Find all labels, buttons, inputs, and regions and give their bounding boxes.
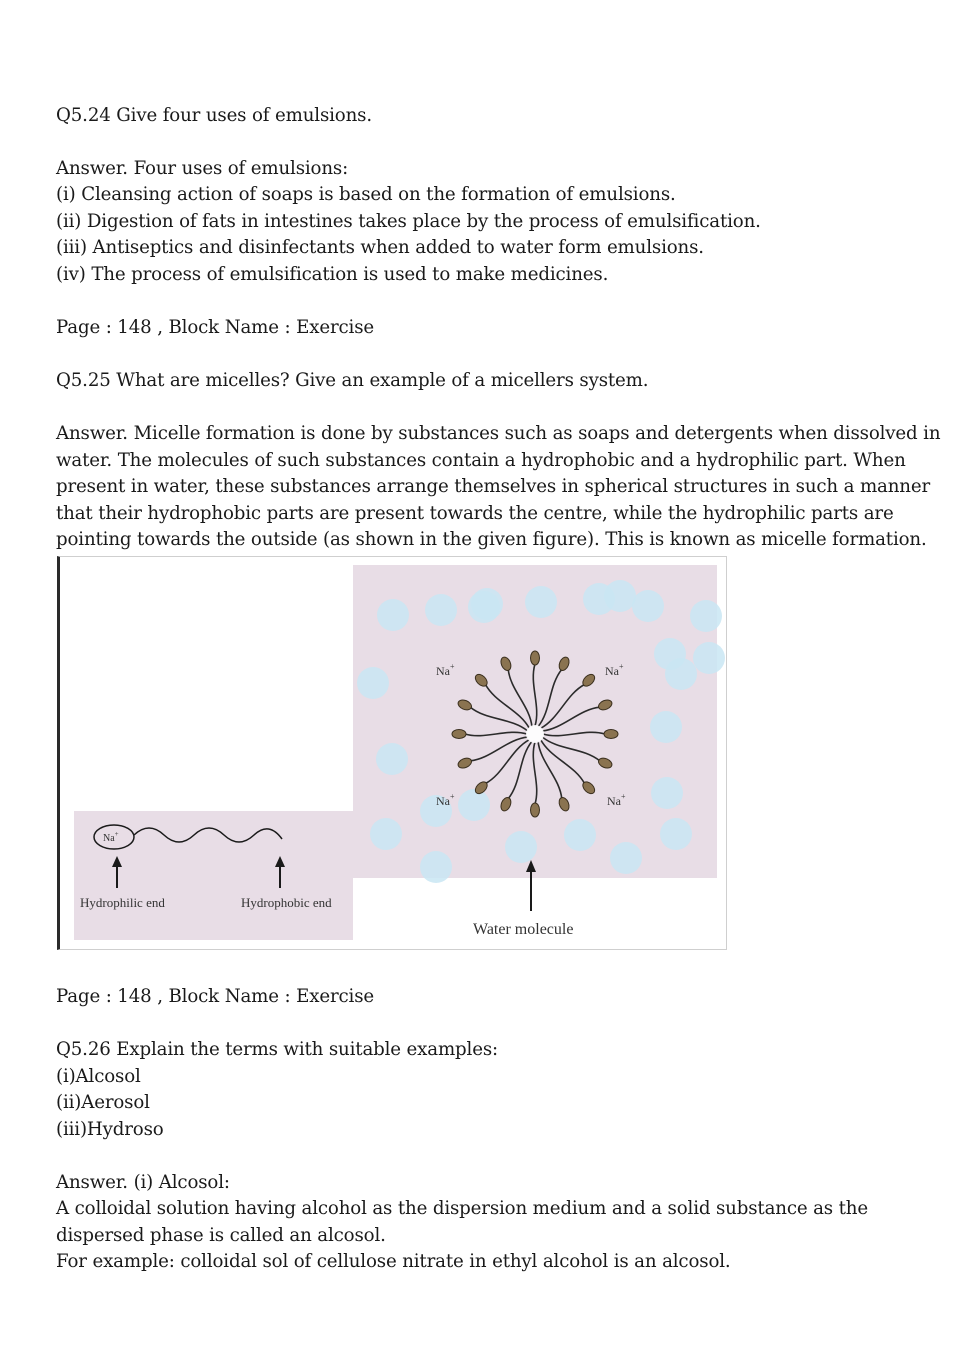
water-molecule (370, 818, 402, 850)
surfactant-head (531, 651, 540, 665)
water-molecule (525, 586, 557, 618)
answer-5-24-item: (i) Cleansing action of soaps is based on the formation of emulsions. (56, 184, 676, 205)
question-5-25: Q5.25 What are micelles? Give an example of a micellers system. (56, 370, 649, 391)
micelle-figure (57, 556, 727, 950)
answer-5-24-item: (ii) Digestion of fats in intestines takes place by the process of emulsification. (56, 211, 761, 232)
water-molecule (690, 600, 722, 632)
water-molecule (458, 789, 490, 821)
answer-5-26-title: Answer. (i) Alcosol: (56, 1172, 230, 1193)
answer-5-24-item: (iv) The process of emulsification is used to make medicines. (56, 264, 609, 285)
answer-5-25-line: present in water, these substances arrange themselves in spherical structures in such a manner (56, 476, 931, 497)
question-5-24: Q5.24 Give four uses of emulsions. (56, 105, 372, 126)
water-molecule (376, 743, 408, 775)
question-5-26-item: (ii)Aerosol (56, 1092, 150, 1113)
answer-5-25-line: pointing towards the outside (as shown in the given figure). This is known as micelle formation. (56, 529, 927, 550)
sodium-ion-label: Na+ (103, 830, 119, 844)
water-molecule (654, 638, 686, 670)
sodium-ion-label: Na+ (436, 662, 455, 678)
water-molecule (660, 818, 692, 850)
answer-5-26-line: A colloidal solution having alcohol as the dispersion medium and a solid substance as the (56, 1198, 868, 1219)
surfactant-head (452, 730, 466, 739)
question-5-26-item: (iii)Hydroso (56, 1119, 164, 1140)
hydrophobic-end-label: Hydrophobic end (241, 895, 332, 910)
hydrophilic-end-label: Hydrophilic end (80, 895, 165, 910)
water-molecule (420, 851, 452, 883)
water-molecule (505, 831, 537, 863)
answer-5-25-line: that their hydrophobic parts are present towards the centre, while the hydrophilic parts are (56, 503, 894, 524)
water-molecule (651, 777, 683, 809)
answer-5-26-line: For example: colloidal sol of cellulose nitrate in ethyl alcohol is an alcosol. (56, 1251, 731, 1272)
question-5-26: Q5.26 Explain the terms with suitable examples: (56, 1039, 498, 1060)
water-molecule (632, 590, 664, 622)
water-molecule (650, 711, 682, 743)
answer-5-24-intro: Answer. Four uses of emulsions: (56, 158, 349, 179)
water-molecule (425, 594, 457, 626)
water-molecule (693, 642, 725, 674)
water-molecule (604, 580, 636, 612)
answer-5-26-line: dispersed phase is called an alcosol. (56, 1225, 386, 1246)
micelle-core (526, 725, 544, 743)
question-5-26-item: (i)Alcosol (56, 1066, 141, 1087)
answer-5-25-line: Answer. Micelle formation is done by substances such as soaps and detergents when dissolved in (56, 423, 941, 444)
water-molecule (610, 842, 642, 874)
surfactant-head (531, 803, 540, 817)
page-reference: Page : 148 , Block Name : Exercise (56, 317, 374, 338)
answer-5-24-item: (iii) Antiseptics and disinfectants when added to water form emulsions. (56, 237, 704, 258)
water-molecule (357, 667, 389, 699)
water-molecule (468, 591, 500, 623)
sodium-ion-label: Na+ (436, 792, 455, 808)
sodium-ion-label: Na+ (605, 662, 624, 678)
water-molecule-label: Water molecule (473, 921, 574, 938)
water-molecule (377, 599, 409, 631)
sodium-ion-label: Na+ (607, 792, 626, 808)
page-reference: Page : 148 , Block Name : Exercise (56, 986, 374, 1007)
micelle-diagram (60, 557, 727, 949)
water-molecule (564, 819, 596, 851)
answer-5-25-line: water. The molecules of such substances contain a hydrophobic and a hydrophilic part. When (56, 450, 906, 471)
surfactant-head (604, 730, 618, 739)
